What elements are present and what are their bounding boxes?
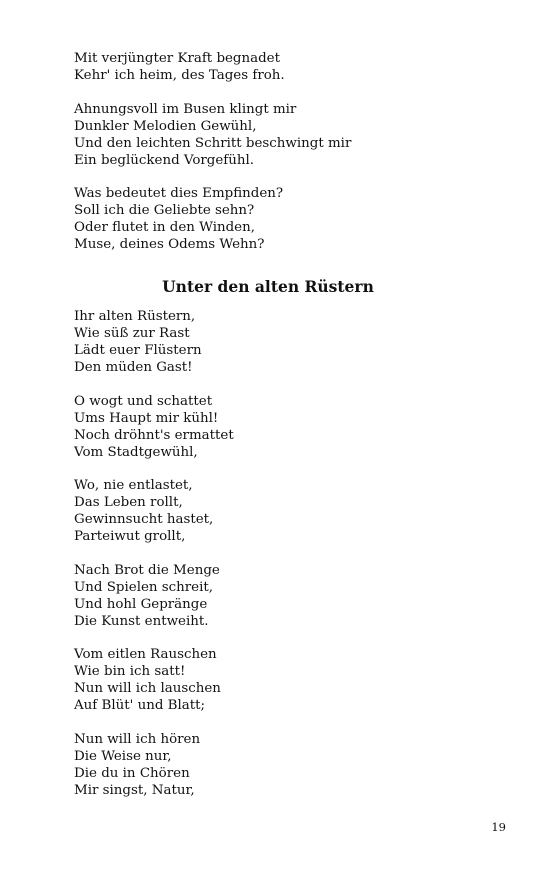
page-number: 19	[491, 820, 506, 834]
verse-line: Den müden Gast!	[74, 360, 193, 375]
verse-line: Lädt euer Flüstern	[74, 343, 202, 358]
verse-line: Dunkler Melodien Gewühl,	[74, 118, 257, 134]
stanza	[74, 101, 494, 169]
stanza	[74, 731, 494, 799]
stanza	[74, 185, 494, 253]
verse-line: Mir singst, Natur,	[74, 782, 195, 798]
verse-line: Die Weise nur,	[74, 748, 172, 764]
verse-line: Vom Stadtgewühl,	[74, 444, 198, 460]
stanza	[74, 308, 494, 376]
verse-line: Gewinnsucht hastet,	[74, 512, 214, 527]
verse-line: Wo, nie entlastet,	[74, 478, 193, 493]
verse-line: Kehr' ich heim, des Tages froh.	[74, 68, 285, 83]
verse-line: Ihr alten Rüstern,	[74, 309, 196, 324]
stanza	[74, 477, 494, 545]
verse-line: Die Kunst entweiht.	[74, 613, 209, 629]
stanza	[74, 646, 494, 714]
verse-line: Muse, deines Odems Wehn?	[74, 237, 265, 252]
verse-line: Und den leichten Schritt beschwingt mir	[74, 135, 352, 151]
verse-line: Nun will ich lauschen	[74, 681, 221, 696]
verse-line: Oder flutet in den Winden,	[74, 220, 255, 235]
stanza	[74, 393, 494, 461]
verse-line: Soll ich die Geliebte sehn?	[74, 203, 255, 218]
verse-line: Ahnungsvoll im Busen klingt mir	[74, 101, 297, 117]
verse-line: Nun will ich hören	[74, 731, 201, 747]
verse-line: Und Spielen schreit,	[74, 579, 214, 595]
verse-line: Mit verjüngter Kraft begnadet	[74, 51, 280, 66]
verse-line: Das Leben rollt,	[74, 495, 183, 510]
verse-line: Und hohl Gepränge	[74, 596, 208, 612]
verse-line: O wogt und schattet	[74, 393, 213, 409]
poem-text	[74, 50, 494, 815]
verse-line: Wie bin ich satt!	[74, 664, 186, 679]
verse-line: Ein beglückend Vorgefühl.	[74, 152, 255, 168]
stanza	[74, 562, 494, 630]
verse-line: Noch dröhnt's ermattet	[74, 427, 234, 443]
verse-line: Parteiwut grollt,	[74, 529, 186, 544]
verse-line: Die du in Chören	[74, 765, 190, 781]
verse-line: Was bedeutet dies Empfinden?	[74, 186, 284, 201]
verse-line: Ums Haupt mir kühl!	[74, 410, 219, 426]
verse-line: Nach Brot die Menge	[74, 562, 220, 578]
poem-title: Unter den alten Rüstern	[162, 277, 374, 296]
verse-line: Vom eitlen Rauschen	[74, 647, 217, 662]
stanza	[74, 50, 494, 84]
verse-line: Wie süß zur Rast	[74, 326, 190, 341]
verse-line: Auf Blüt' und Blatt;	[74, 698, 206, 713]
